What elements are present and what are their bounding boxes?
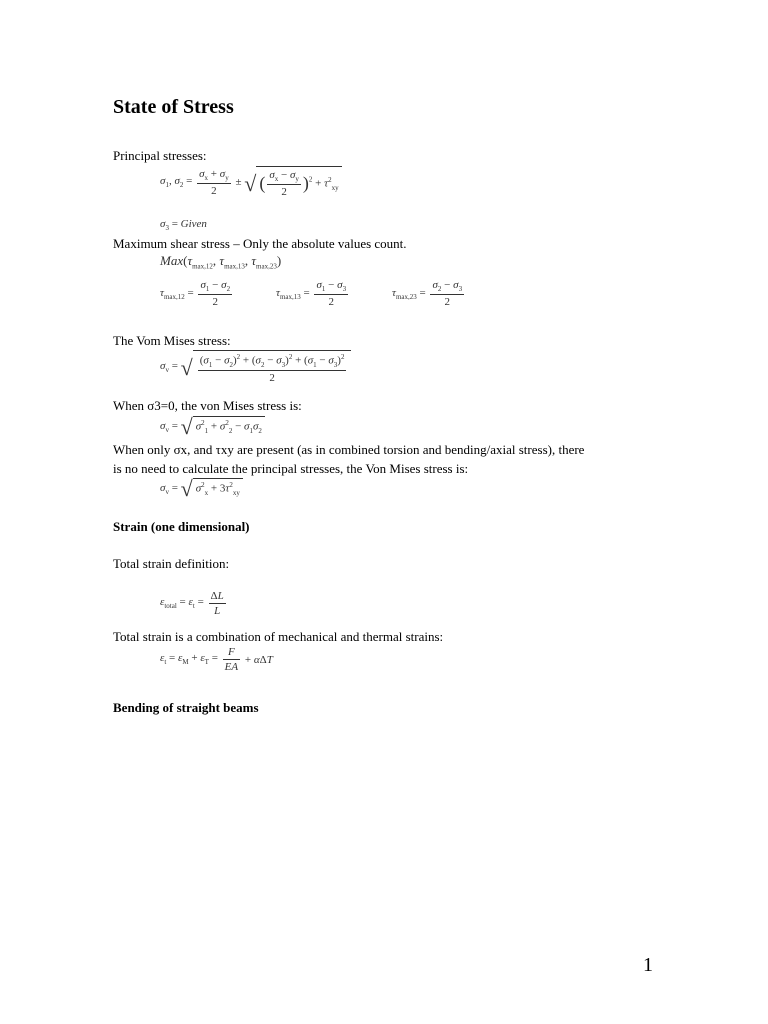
total-strain-label: Total strain definition: [113,556,230,571]
principal-stresses-label: Principal stresses: [113,148,207,163]
bending-heading: Bending of straight beams [113,700,259,715]
tau13-equation: $\tau_{max,13}$ = $\frac{\sigma_1 - \sigma_3}{2}$ [276,279,347,309]
page-title: State of Stress [113,96,234,118]
tau12-equation: $\tau_{max,12}$ = $\frac{\sigma_1 - \sigma_2}{2}$ [160,279,231,309]
max-tau-equation: $Max(\tau_{max,12}$, $\tau_{max,13}$, $\tau_{max,23}$) [160,253,282,271]
page-number: 1 [643,954,653,976]
when-only-line-2: is no need to calculate the principal stresses, the Von Mises stress is: [113,461,469,476]
sigma3-equation: $\sigma_3$ = Given [160,218,207,233]
strain-heading: Strain (one dimensional) [113,519,250,534]
total-strain-equation: $\varepsilon_{total} = \varepsilon_t$ = $\frac{\Delta L}{L}$ [160,590,224,617]
vonmises-label: The Vom Mises stress: [113,333,231,348]
vonmises-2d-equation: $\sigma_v$ = √ $\sigma^2_1 + \sigma^2_2 - \sigma_1\sigma_2$ [160,416,265,438]
when-only-line-1: When only σx, and τxy are present (as in combined torsion and bending/axial stress), there [113,442,585,457]
combination-label: Total strain is a combination of mechanical and thermal strains: [113,629,444,644]
principal-stress-equation: $\sigma_1$, $\sigma_2$ = $\frac{\sigma_x + \sigma_y}{2}$ ± √ ( $\frac{\sigma_x - \sigma_y}{2}$ )$^2 + \tau^2_{xy}$ [160,166,342,198]
sigma3-zero-label: When σ3=0, the von Mises stress is: [113,398,302,413]
tau23-equation: $\tau_{max,23}$ = $\frac{\sigma_2 - \sigma_3}{2}$ [392,279,463,309]
vonmises-combined-equation: $\sigma_v$ = √ $\sigma^2_x + 3\tau^2_{xy}$ [160,478,243,500]
max-shear-label: Maximum shear stress – Only the absolute values count. [113,236,407,251]
combination-equation: $\varepsilon_t = \varepsilon_M + \varepsilon_T$ = $\frac{F}{EA}$ + αΔT [160,646,273,673]
vonmises-equation: $\sigma_v$ = √ $\frac{(\sigma_1 - \sigma_2)^2 + (\sigma_2 - \sigma_3)^2 + (\sigma_1 - \sigma_3)^2}{2}$ [160,350,351,384]
